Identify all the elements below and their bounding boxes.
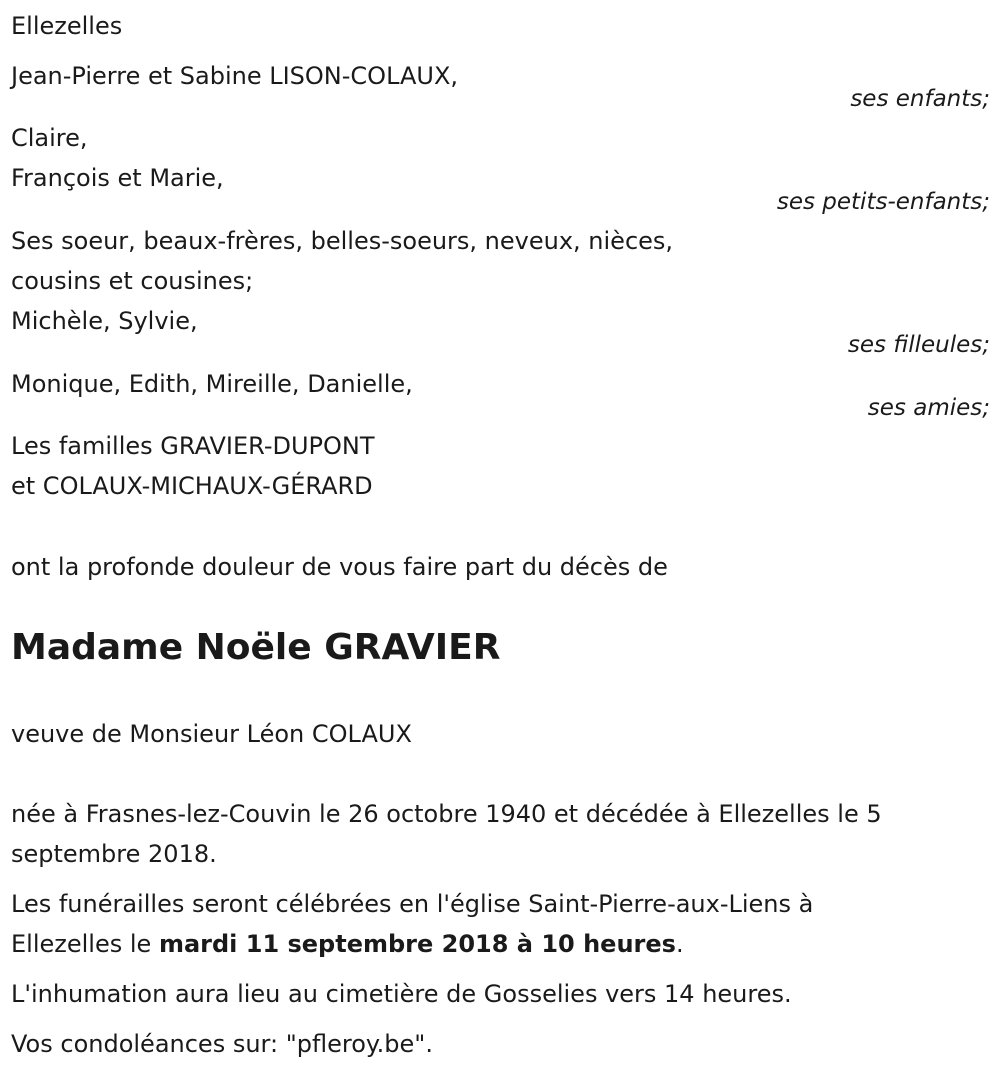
children-names: Jean-Pierre et Sabine LISON-COLAUX, <box>11 62 459 90</box>
grandchildren-relation: ses petits-enfants; <box>776 189 990 215</box>
relatives-line-1: Ses soeur, beaux-frères, belles-soeurs, neveux, nièces, <box>11 227 674 255</box>
families-line-2: et COLAUX-MICHAUX-GÉRARD <box>11 472 373 500</box>
funeral-date: mardi 11 septembre 2018 à 10 heures <box>158 930 676 958</box>
location-text: Ellezelles <box>11 12 123 40</box>
friends-names: Monique, Edith, Mireille, Danielle, <box>11 370 413 398</box>
goddaughters-names: Michèle, Sylvie, <box>11 307 198 335</box>
birth-death-line-2: septembre 2018. <box>11 840 217 868</box>
announcement-text: ont la profonde douleur de vous faire part du décès de <box>11 553 668 581</box>
families-line-1: Les familles GRAVIER-DUPONT <box>11 432 375 460</box>
widow-of-text: veuve de Monsieur Léon COLAUX <box>11 720 412 748</box>
friends-relation: ses amies; <box>867 395 990 421</box>
grandchildren-line-1: Claire, <box>11 124 88 152</box>
deceased-name: Madame Noële GRAVIER <box>11 627 501 668</box>
funeral-line-2 <box>11 929 684 959</box>
children-relation: ses enfants; <box>850 86 990 112</box>
condolences-text: Vos condoléances sur: "pfleroy.be". <box>11 1030 433 1058</box>
grandchildren-line-2: François et Marie, <box>11 164 224 192</box>
relatives-line-2: cousins et cousines; <box>11 267 254 295</box>
funeral-prefix: Ellezelles le <box>11 930 159 958</box>
burial-text: L'inhumation aura lieu au cimetière de Gosselies vers 14 heures. <box>11 980 792 1008</box>
goddaughters-relation: ses filleules; <box>847 332 990 358</box>
birth-death-line-1: née à Frasnes-lez-Couvin le 26 octobre 1940 et décédée à Ellezelles le 5 <box>11 800 882 828</box>
funeral-line-1: Les funérailles seront célébrées en l'église Saint-Pierre-aux-Liens à <box>11 890 814 918</box>
funeral-suffix: . <box>675 930 684 958</box>
